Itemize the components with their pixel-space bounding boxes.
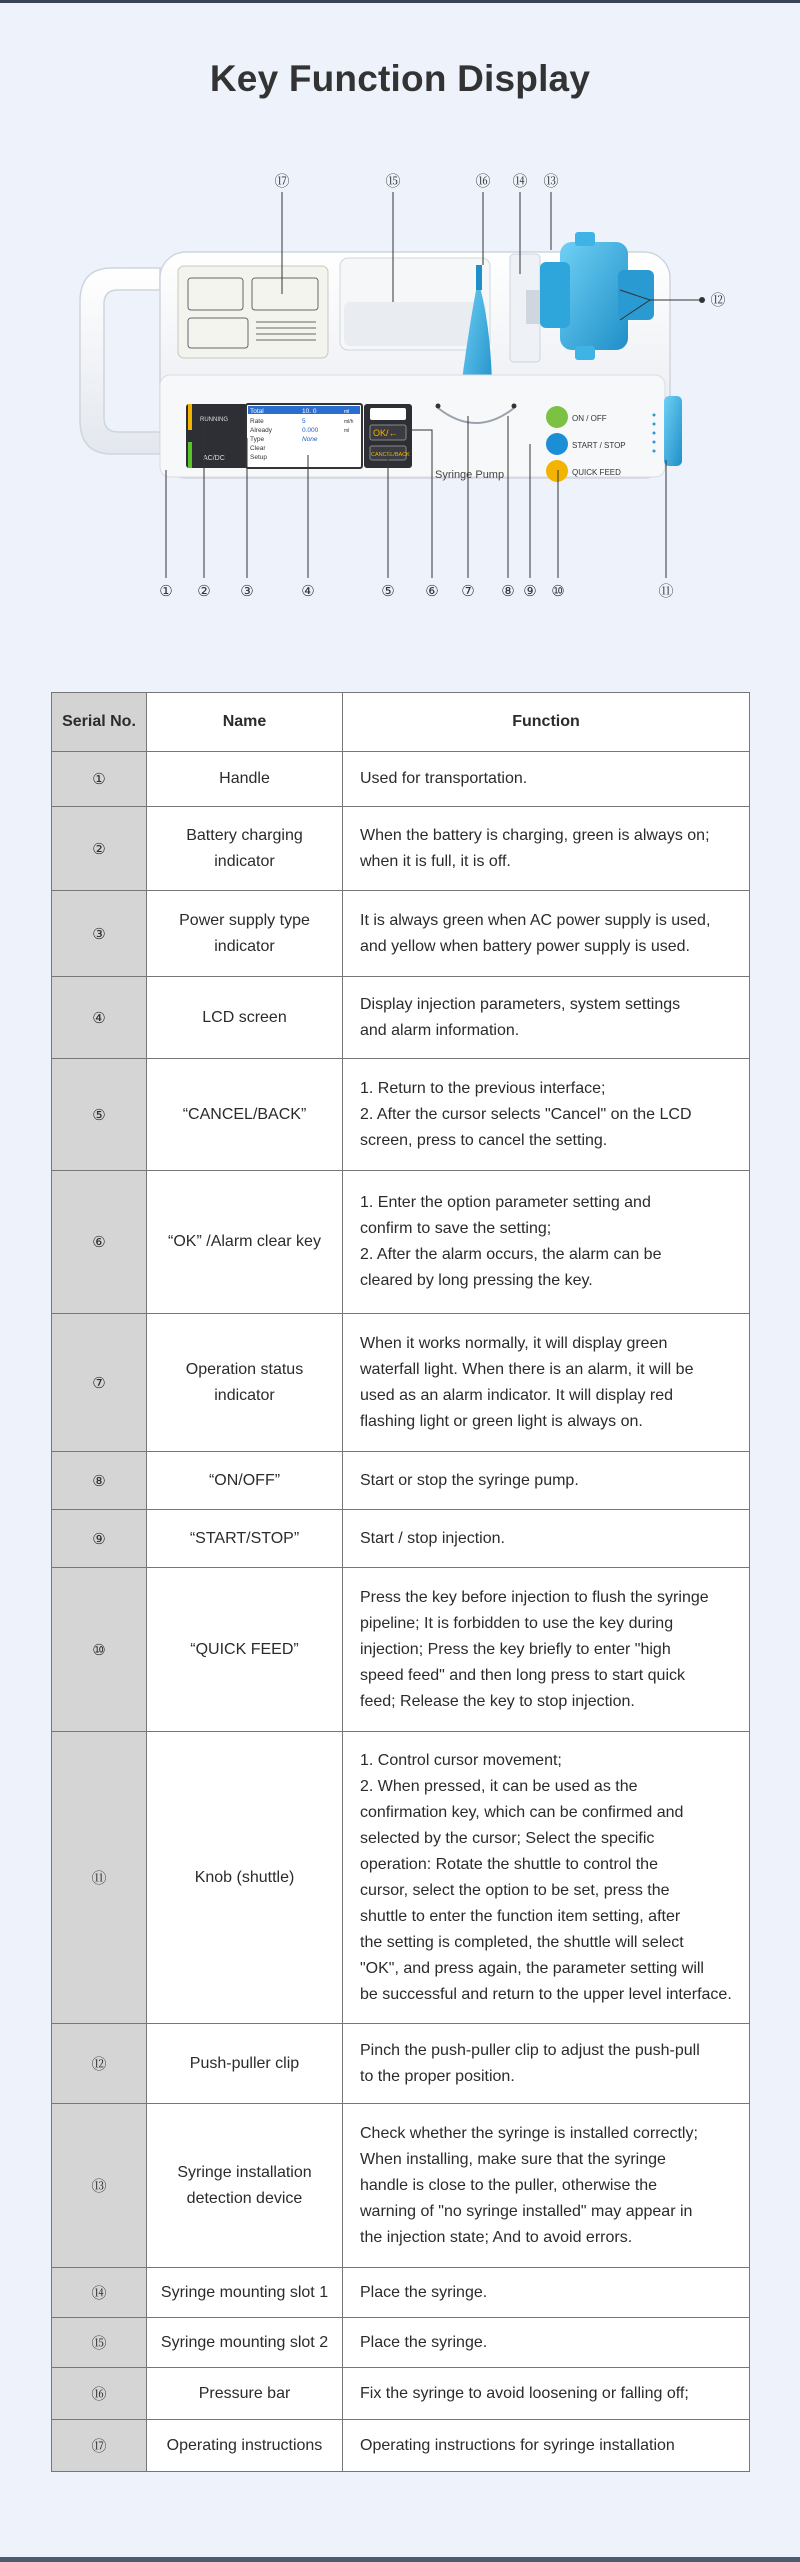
serial-cell: ② (52, 807, 147, 891)
function-line: It is always green when AC power supply is used, (360, 911, 711, 929)
function-line: Press the key before injection to flush the syringe (360, 1588, 709, 1606)
start-stop-key (546, 433, 568, 455)
callout-12: ⑫ (710, 291, 726, 309)
function-line: the injection state; And to avoid errors. (360, 2228, 633, 2246)
function-table (51, 692, 749, 2472)
table-row (52, 1171, 750, 1314)
function-cell (343, 2420, 750, 2472)
serial-cell: ⑨ (52, 1510, 147, 1568)
table-row (52, 1732, 750, 2024)
table-row (52, 891, 750, 977)
name-cell: “QUICK FEED” (147, 1568, 343, 1732)
name-cell: “START/STOP” (147, 1510, 343, 1568)
function-line: speed feed" and then long press to start quick (360, 1666, 685, 1684)
callout-9: ⑨ (523, 582, 537, 600)
header-serial: Serial No. (52, 693, 147, 752)
handle (80, 268, 170, 454)
function-cell (343, 2268, 750, 2318)
function-cell (343, 1568, 750, 1732)
function-line: warning of "no syringe installed" may appear in (360, 2202, 693, 2220)
function-line: used as an alarm indicator. It will display red (360, 1386, 674, 1404)
on-off-key-label: ON / OFF (572, 414, 607, 423)
on-off-key (546, 406, 568, 428)
lcd-value-2: 5 (302, 418, 306, 425)
table-row (52, 807, 750, 891)
start-stop-key-label: START / STOP (572, 441, 626, 450)
function-line: 2. When pressed, it can be used as the (360, 1777, 638, 1795)
lcd-unit-2: ml/h (344, 419, 354, 425)
function-line: Place the syringe. (360, 2333, 488, 2351)
function-line: 1. Enter the option parameter setting and (360, 1194, 651, 1211)
name-cell: Push-puller clip (147, 2024, 343, 2104)
function-line: screen, press to cancel the setting. (360, 1131, 608, 1149)
table-row (52, 2420, 750, 2472)
serial-cell: ① (52, 752, 147, 807)
callout-6: ⑥ (425, 582, 439, 600)
serial-cell: ⑧ (52, 1452, 147, 1510)
callout-4: ④ (301, 582, 315, 600)
knob (664, 396, 682, 466)
table-header-row (52, 693, 750, 752)
header-name: Name (147, 693, 343, 752)
function-line: "OK", and press again, the parameter setting will (360, 1959, 704, 1977)
lcd-label-2: Rate (250, 418, 264, 425)
function-cell (343, 1452, 750, 1510)
callout-7: ⑦ (461, 582, 475, 600)
quick-feed-key (546, 460, 568, 482)
lcd-value-4: None (302, 436, 318, 443)
serial-cell: ⑬ (52, 2104, 147, 2268)
callout-2: ② (197, 582, 211, 600)
name-cell: Knob (shuttle) (147, 1732, 343, 2024)
name-cell: Battery charging indicator (147, 807, 343, 891)
function-line: selected by the cursor; Select the specific (360, 1829, 655, 1847)
function-cell (343, 2024, 750, 2104)
function-line: to the proper position. (360, 2067, 515, 2085)
name-cell: Operating instructions (147, 2420, 343, 2472)
bottom-border (0, 2557, 800, 2562)
serial-cell: ⑦ (52, 1314, 147, 1452)
header-function: Function (343, 693, 750, 752)
callout-3: ③ (240, 582, 254, 600)
lcd-label-5: Clear (250, 445, 266, 452)
serial-cell: ⑩ (52, 1568, 147, 1732)
table-row (52, 2368, 750, 2420)
name-cell: Power supply type indicator (147, 891, 343, 977)
function-line: Display injection parameters, system settings (360, 995, 681, 1013)
function-cell (343, 1314, 750, 1452)
function-line: the setting is completed, the shuttle will select (360, 1933, 684, 1951)
table-row (52, 1510, 750, 1568)
function-line: 1. Control cursor movement; (360, 1751, 562, 1769)
function-cell (343, 1171, 750, 1314)
function-line: When installing, make sure that the syringe (360, 2150, 666, 2168)
function-line: flashing light or green light is always on. (360, 1412, 643, 1430)
callout-5: ⑤ (381, 582, 395, 600)
instruction-panel (178, 266, 328, 358)
function-cell (343, 752, 750, 807)
function-line: Check whether the syringe is installed correctly; (360, 2124, 698, 2142)
callout-1: ① (159, 582, 173, 600)
name-cell: Operation status indicator (147, 1314, 343, 1452)
function-line: and yellow when battery power supply is used. (360, 937, 690, 955)
lcd-unit-3: ml (344, 428, 350, 434)
cancel-key-label: CANCEL/BACK (371, 452, 410, 458)
function-cell (343, 1732, 750, 2024)
page-title: Key Function Display (209, 58, 591, 99)
name-cell: LCD screen (147, 977, 343, 1059)
function-cell (343, 1510, 750, 1568)
left-top-label: RUNNING (200, 417, 228, 423)
name-cell: “CANCEL/BACK” (147, 1059, 343, 1171)
function-line: Fix the syringe to avoid loosening or falling off; (360, 2384, 689, 2402)
function-cell (343, 891, 750, 977)
lcd-label-3: Already (250, 427, 273, 434)
callout-11: ⑪ (658, 582, 674, 600)
function-cell (343, 1059, 750, 1171)
serial-cell: ⑥ (52, 1171, 147, 1314)
function-line: 2. After the alarm occurs, the alarm can be (360, 1246, 662, 1263)
lcd-label-1: Total (250, 408, 264, 415)
serial-cell: ⑭ (52, 2268, 147, 2318)
table-row (52, 1314, 750, 1452)
function-cell (343, 2318, 750, 2368)
syringe-pump-illustration (0, 170, 800, 610)
function-line: Pinch the push-puller clip to adjust the push-pull (360, 2041, 700, 2059)
push-puller (560, 242, 628, 350)
callout-16: ⑯ (475, 172, 491, 190)
left-bottom-label: AC/DC (203, 455, 225, 462)
table-row (52, 1059, 750, 1171)
function-cell (343, 977, 750, 1059)
function-line: confirmation key, which can be confirmed and (360, 1803, 684, 1821)
function-line: shuttle to enter the function item setting, after (360, 1907, 681, 1925)
table-row (52, 752, 750, 807)
table-row (52, 1568, 750, 1732)
function-line: Operating instructions for syringe installation (360, 2436, 675, 2454)
function-line: when it is full, it is off. (360, 852, 511, 870)
name-cell: Syringe installation detection device (147, 2104, 343, 2268)
serial-cell: ④ (52, 977, 147, 1059)
function-line: injection; Press the key briefly to enter "high (360, 1640, 671, 1658)
serial-cell: ⑤ (52, 1059, 147, 1171)
function-line: handle is close to the puller, otherwise the (360, 2176, 658, 2194)
function-line: and alarm information. (360, 1021, 520, 1039)
name-cell: Syringe mounting slot 2 (147, 2318, 343, 2368)
function-line: Start / stop injection. (360, 1529, 505, 1547)
function-line: pipeline; It is forbidden to use the key during (360, 1614, 674, 1632)
function-line: 1. Return to the previous interface; (360, 1079, 606, 1097)
function-line: operation: Rotate the shuttle to control the (360, 1855, 658, 1873)
serial-cell: ⑮ (52, 2318, 147, 2368)
table-row (52, 2024, 750, 2104)
serial-cell: ③ (52, 891, 147, 977)
table-row (52, 2318, 750, 2368)
brand-label: Syringe Pump (435, 469, 505, 481)
table-row (52, 2268, 750, 2318)
function-cell (343, 2368, 750, 2420)
function-line: cursor, select the option to be set, press the (360, 1881, 670, 1899)
callout-8: ⑧ (501, 582, 515, 600)
function-line: feed; Release the key to stop injection. (360, 1692, 635, 1710)
callout-15: ⑮ (385, 172, 401, 190)
function-cell (343, 807, 750, 891)
function-line: confirm to save the setting; (360, 1220, 552, 1237)
top-border (0, 0, 800, 3)
callout-17: ⑰ (274, 172, 290, 190)
table-row (52, 1452, 750, 1510)
lcd-value-3: 0.000 (302, 427, 319, 434)
lcd-value-1: 10. 0 (302, 408, 317, 415)
function-line: waterfall light. When there is an alarm, it will be (360, 1360, 694, 1378)
serial-cell: ⑯ (52, 2368, 147, 2420)
function-line: Start or stop the syringe pump. (360, 1471, 579, 1489)
function-line: Place the syringe. (360, 2283, 488, 2301)
ok-key-label: OK/← (373, 428, 398, 438)
lcd-label-6: Setup (250, 454, 267, 461)
function-line: be successful and return to the upper level interface. (360, 1985, 732, 2003)
serial-cell: ⑰ (52, 2420, 147, 2472)
lcd-unit-1: ml (344, 409, 350, 415)
callout-13: ⑬ (543, 172, 559, 190)
table-row (52, 977, 750, 1059)
function-line: Used for transportation. (360, 770, 528, 787)
serial-cell: ⑫ (52, 2024, 147, 2104)
lcd-label-4: Type (250, 436, 265, 443)
name-cell: “ON/OFF” (147, 1452, 343, 1510)
table-row (52, 2104, 750, 2268)
name-cell: Pressure bar (147, 2368, 343, 2420)
quick-feed-key-label: QUICK FEED (572, 468, 621, 477)
callout-14: ⑭ (512, 172, 528, 190)
function-line: cleared by long pressing the key. (360, 1272, 593, 1289)
name-cell: Handle (147, 752, 343, 807)
function-line: When it works normally, it will display green (360, 1334, 668, 1352)
name-cell: “OK” /Alarm clear key (147, 1171, 343, 1314)
function-cell (343, 2104, 750, 2268)
function-line: When the battery is charging, green is always on; (360, 826, 710, 844)
callout-10: ⑩ (551, 582, 565, 600)
serial-cell: ⑪ (52, 1732, 147, 2024)
function-line: 2. After the cursor selects "Cancel" on the LCD (360, 1105, 692, 1123)
name-cell: Syringe mounting slot 1 (147, 2268, 343, 2318)
